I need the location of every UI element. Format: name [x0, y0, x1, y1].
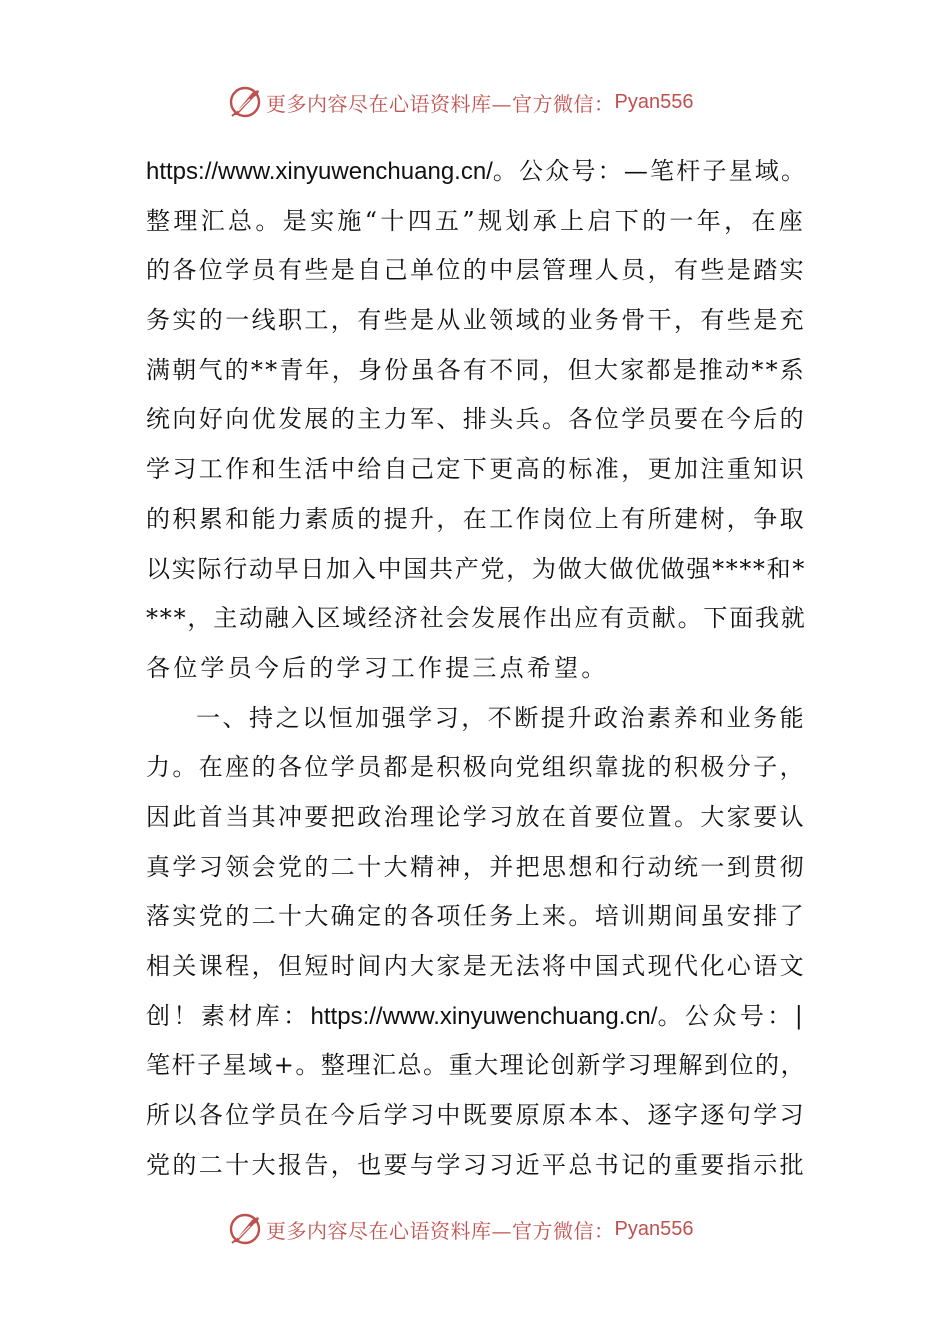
- text-line: 务实的一线职工，有些是从业领域的业务骨干，有些是充: [146, 306, 806, 335]
- text-line: ***，主动融入区域经济社会发展作出应有贡献。下面我就: [146, 604, 807, 633]
- text-segment: 。公众号：—笔杆子星域。: [492, 157, 808, 185]
- text-line: 满朝气的**青年，身份虽各有不同，但大家都是推动**系: [146, 355, 806, 384]
- text-line: 整理汇总。是实施“十四五”规划承上启下的一年，在座: [146, 206, 806, 235]
- website-link[interactable]: https://www.xinyuwenchuang.cn/: [310, 1002, 658, 1030]
- banner-text: 更多内容尽在心语资料库—官方微信：: [266, 1218, 615, 1243]
- text-line: 力。在座的各位学员都是积极向党组织靠拢的积极分子，: [146, 753, 806, 782]
- text-line: 落实党的二十大确定的各项任务上来。培训期间虽安排了: [146, 902, 806, 931]
- text-line: 因此首当其冲要把政治理论学习放在首要位置。大家要认: [146, 802, 806, 831]
- text-line: [146, 148, 806, 198]
- header-banner: [228, 84, 728, 120]
- website-link[interactable]: https://www.xinyuwenchuang.cn/: [146, 158, 493, 185]
- text-line: 的积累和能力素质的提升，在工作岗位上有所建树，争取: [146, 504, 806, 533]
- text-line: [146, 993, 806, 1043]
- text-segment: 。公众号：|: [657, 1001, 806, 1030]
- text-line: 笔杆子星域+。整理汇总。重大理论创新学习理解到位的，: [146, 1051, 806, 1080]
- banner-text: 更多内容尽在心语资料库—官方微信：: [266, 91, 615, 116]
- wechat-id: Pyan556: [614, 90, 694, 113]
- footer-banner: [228, 1211, 728, 1247]
- quill-pen-logo-icon: [228, 1212, 262, 1246]
- text-line: 学习工作和生活中给自己定下更高的标准，更加注重知识: [146, 455, 806, 484]
- text-line: 党的二十大报告，也要与学习习近平总书记的重要指示批: [146, 1150, 806, 1179]
- text-segment: 创！素材库：: [146, 1001, 311, 1030]
- text-line: 所以各位学员在今后学习中既要原原本本、逐字逐句学习: [146, 1101, 806, 1130]
- text-line: 真学习领会党的二十大精神，并把思想和行动统一到贯彻: [146, 852, 806, 881]
- text-line: 统向好向优发展的主力军、排头兵。各位学员要在今后的: [146, 405, 806, 434]
- text-line: 以实际行动早日加入中国共产党，为做大做优做强****和*: [146, 554, 806, 583]
- wechat-id: Pyan556: [614, 1217, 694, 1240]
- text-line: 的各位学员有些是自己单位的中层管理人员，有些是踏实: [146, 256, 806, 285]
- text-line: 相关课程，但短时间内大家是无法将中国式现代化心语文: [146, 952, 806, 980]
- section-heading-line: 一、持之以恒加强学习，不断提升政治素养和业务能: [196, 703, 806, 732]
- body-text: [146, 148, 806, 1191]
- quill-pen-logo-icon: [228, 85, 262, 119]
- text-line: 各位学员今后的学习工作提三点希望。: [146, 653, 609, 682]
